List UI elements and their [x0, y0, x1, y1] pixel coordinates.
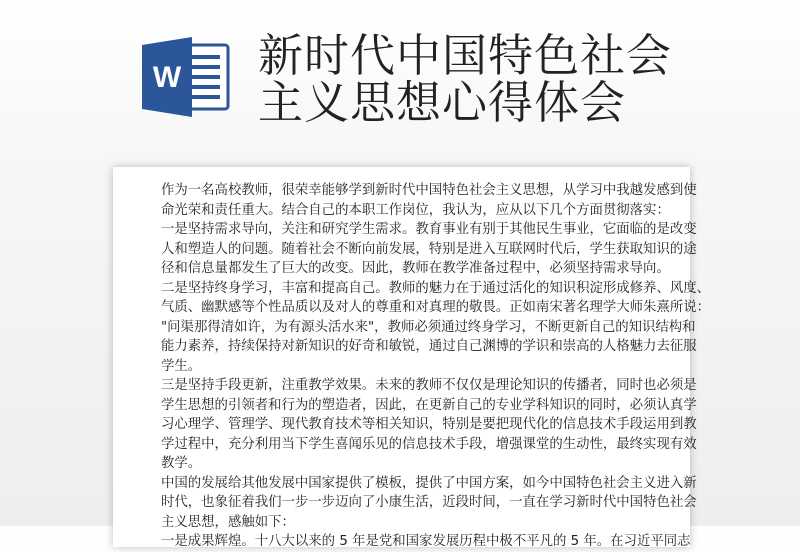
word-document-icon — [140, 37, 232, 117]
document-line: 时代，也象征着我们一步一步迈向了小康生活，近段时间，一直在学习新时代中国特色社会 — [161, 495, 697, 510]
document-line: 一是坚持需求导向，关注和研究学生需求。教育事业有别于其他民生事业，它面临的是改变 — [161, 222, 697, 237]
document-line: 二是坚持终身学习，丰富和提高自己。教师的魅力在于通过活化的知识积淀形成修养、风度、 — [161, 280, 711, 296]
document-line: 教学。 — [161, 456, 202, 471]
document-line: 能力素养，持续保持对新知识的好奇和敏锐，通过自己渊博的学识和崇高的人格魅力去征服 — [161, 339, 697, 354]
document-body — [161, 181, 711, 552]
document-line: 气质、幽默感等个性品质以及对人的尊重和对真理的敬畏。正如南宋著名理学大师朱熹所说： — [161, 300, 711, 315]
document-line: 中国的发展给其他发展中国家提供了模板，提供了中国方案，如今中国特色社会主义进入新 — [161, 475, 697, 491]
document-line: 学生思想的引领者和行为的塑造者，因此，在更新自己的专业学科知识的同时，必须认真学 — [161, 397, 697, 413]
document-line: 径和信息量都发生了巨大的改变。因此，教师在教学准备过程中，必须坚持需求导向。 — [161, 261, 670, 276]
page-title — [258, 29, 673, 129]
document-line: 人和塑造人的问题。随着社会不断向前发展，特别是进入互联网时代后，学生获取知识的途 — [161, 241, 697, 257]
title-line: 主义思想心得体会 — [258, 76, 627, 129]
document-line: 主义思想，感触如下： — [161, 514, 295, 530]
word-logo-letter: W — [152, 61, 182, 94]
document-line: 一是成果辉煌。十八大以来的 5 年是党和国家发展历程中极不平凡的 5 年。在习近平同志 — [161, 534, 691, 549]
document-line: "问渠那得清如许，为有源头活水来"，教师必须通过终身学习，不断更新自己的知识结构和 — [161, 319, 696, 335]
document-line: 学生。 — [161, 358, 202, 374]
document-line: 作为一名高校教师，很荣幸能够学到新时代中国特色社会主义思想，从学习中我越发感到使 — [161, 183, 697, 198]
document-line: 学过程中，充分利用当下学生喜闻乐见的信息技术手段，增强课堂的生动性，最终实现有效 — [161, 436, 697, 452]
title-line: 新时代中国特色社会 — [258, 29, 673, 82]
document-line: 三是坚持手段更新，注重教学效果。未来的教师不仅仅是理论知识的传播者，同时也必须是 — [161, 378, 697, 393]
document-line: 命光荣和责任重大。结合自己的本职工作岗位，我认为，应从以下几个方面贯彻落实： — [161, 202, 670, 218]
document-line: 习心理学、管理学、现代教育技术等相关知识，特别是要把现代化的信息技术手段运用到教 — [161, 417, 697, 432]
